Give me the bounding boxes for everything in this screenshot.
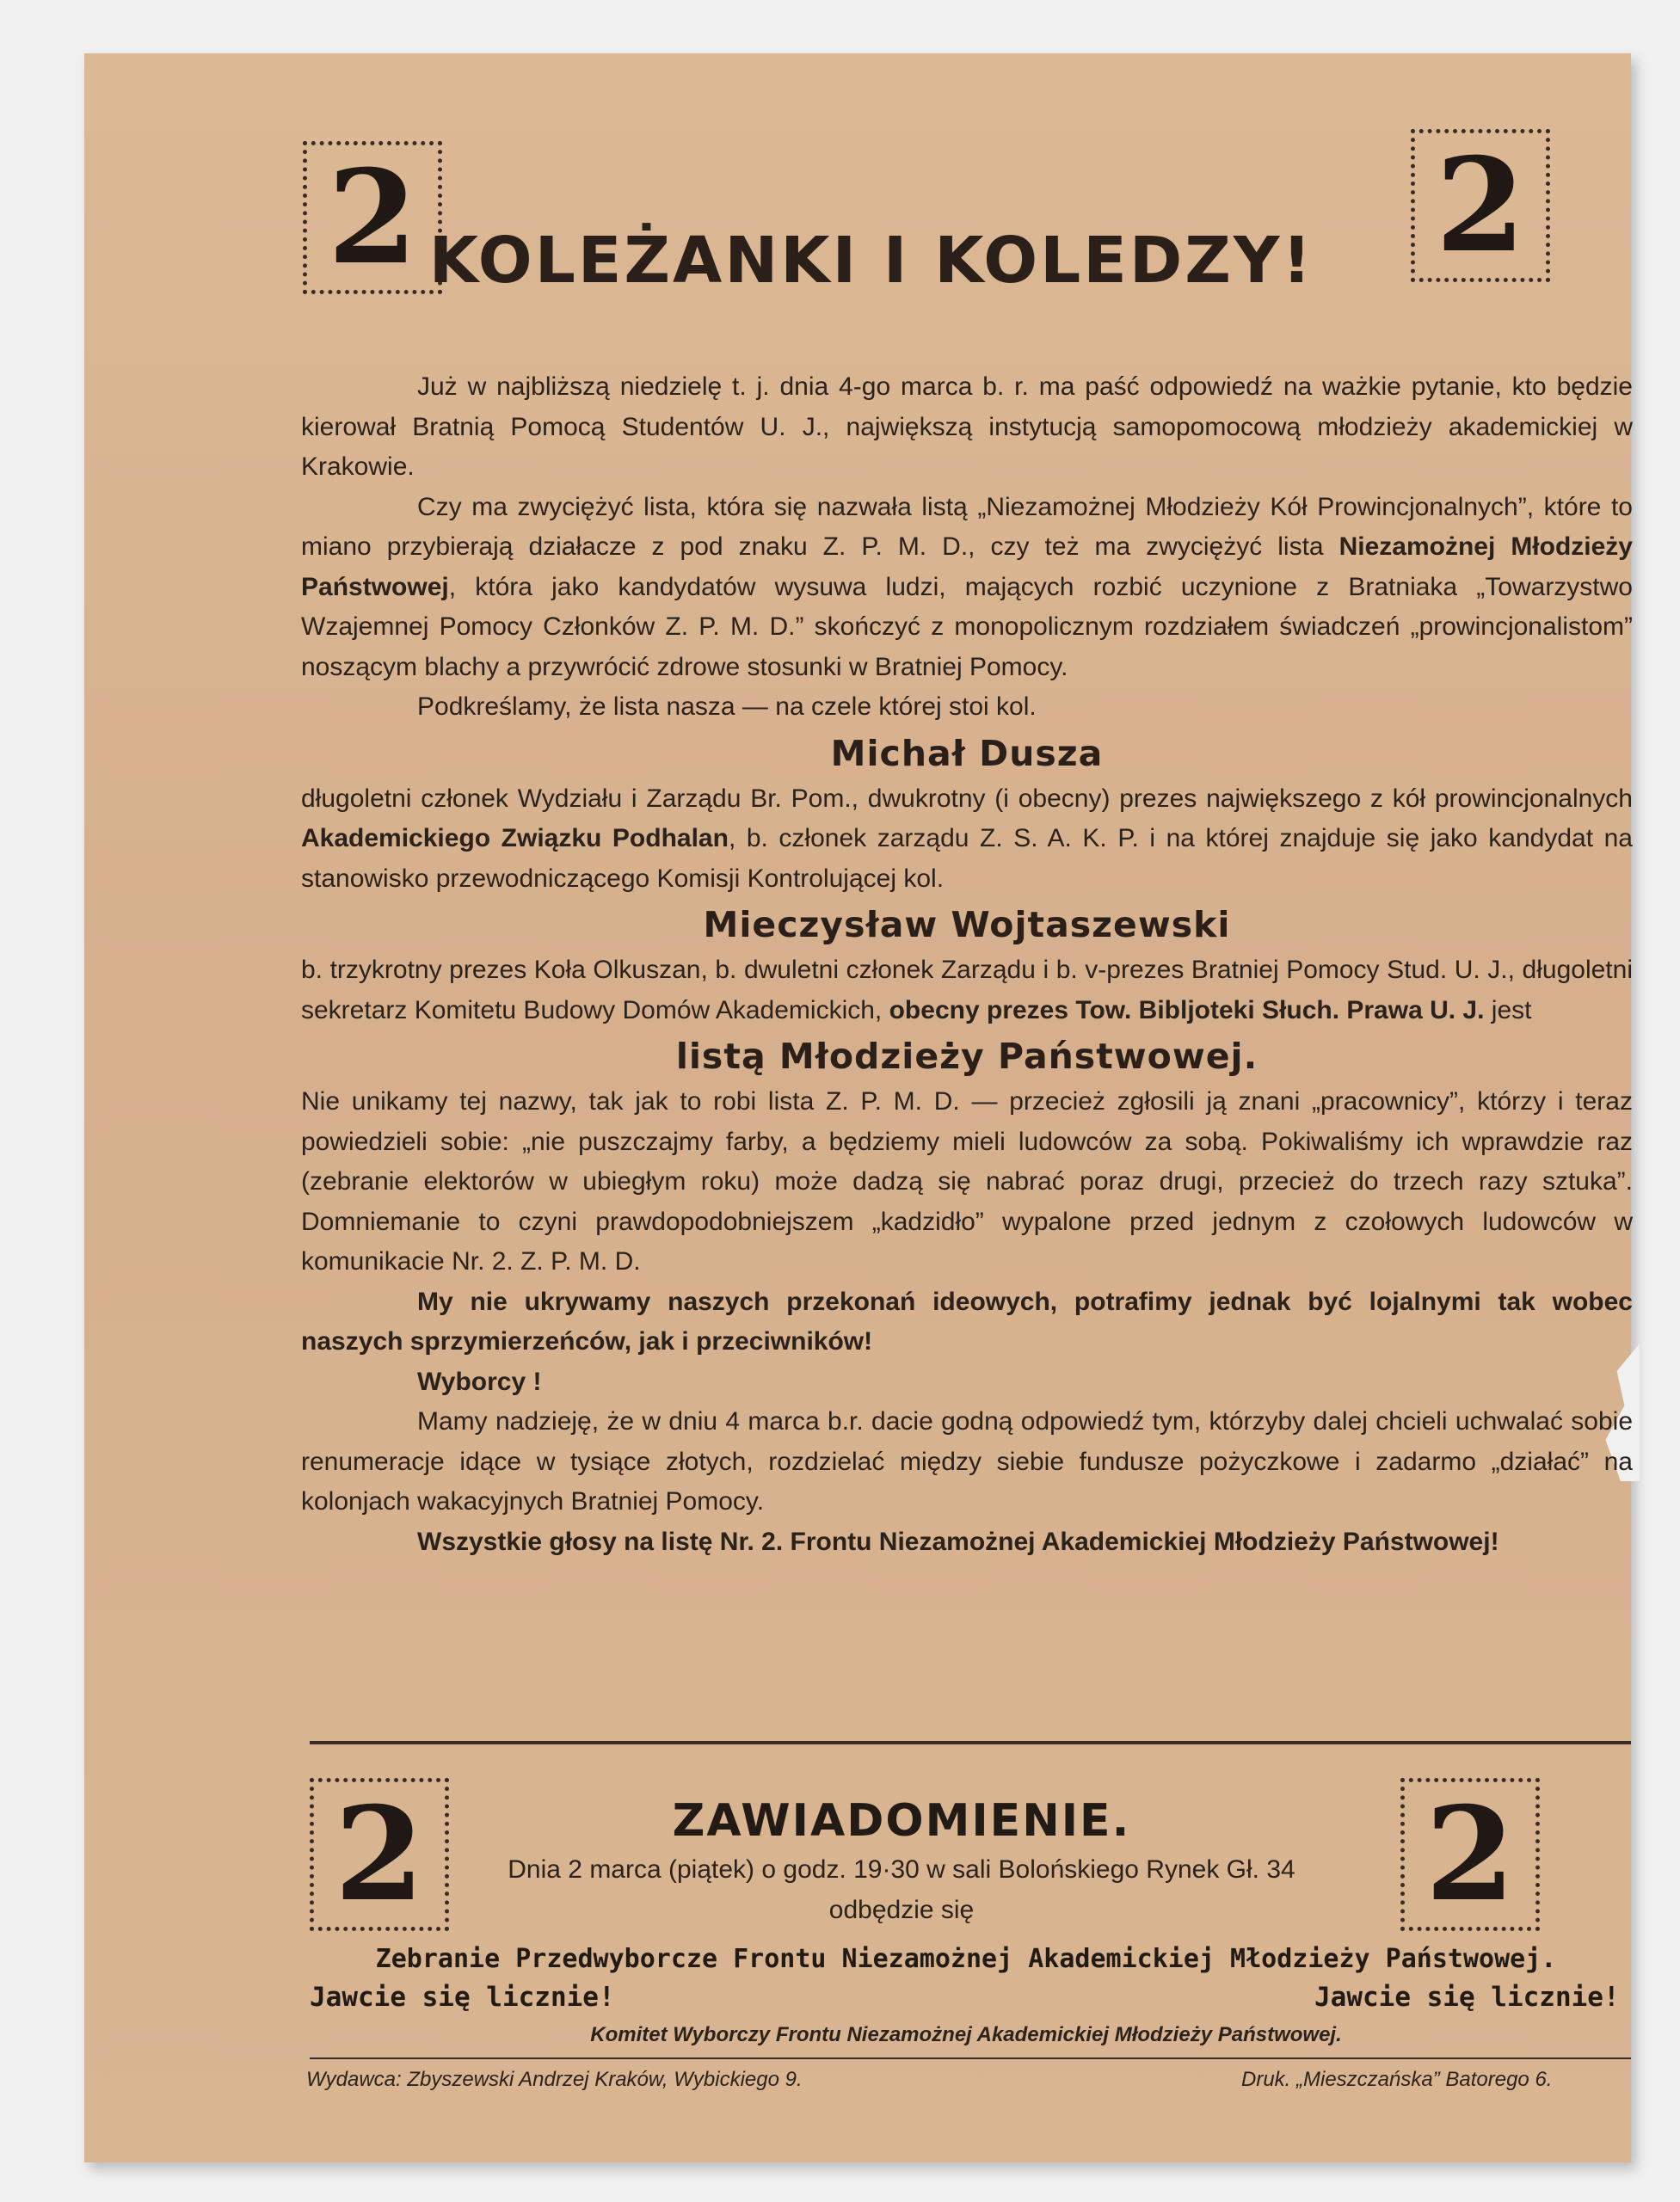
paragraph-6: Nie unikamy tej nazwy, tak jak to robi lista Z. P. M. D. — przecież zgłosili ją znani „pracownicy”, którzy i teraz powiedzieli sobie: „nie puszczajmy farby, a będziemy mieli ludowców za sobą. Pokiwaliśmy ich wprawdzie raz (zebranie elektorów w ubiegłym roku) może dadzą się nabrać poraz drugi, przecież do trzech razy sztuka”. Domniemanie to czyni prawdopodobniejszem „kadzidło” wypalone przed jednym z czołowych ludowców w komunikacie Nr. 2. Z. P. M. D. [301, 1087, 1633, 1276]
meeting-name: Zebranie Przedwyborcze Frontu Niezamożnej Akademickiej Młodzieży Państwowej. [375, 1944, 1557, 1974]
call-to-attend-right: Jawcie się licznie! [1314, 1982, 1620, 2013]
paragraph-2 [301, 488, 1633, 688]
paragraph-5-bold: obecny prezes Tow. Bibljoteki Słuch. Prawa U. J. [889, 995, 1485, 1024]
leaflet-page [84, 53, 1631, 2162]
paragraph-10: Wszystkie głosy na listę Nr. 2. Frontu Niezamożnej Akademickiej Młodzieży Państwowej! [417, 1527, 1499, 1556]
committee-signature: Komitet Wyborczy Frontu Niezamożnej Akademickiej Młodzieży Państwowej. [590, 2023, 1342, 2046]
call-to-attend-left: Jawcie się licznie! [310, 1982, 615, 2013]
paragraph-7: My nie ukrywamy naszych przekonań ideowych, potrafimy jednak być lojalnymi tak wobec naszych sprzymierzeńców, jak i przeciwników! [301, 1287, 1633, 1356]
list-number-box-bottom-left [310, 1778, 449, 1931]
list-number: 2 [334, 1779, 425, 1930]
notice-will-take-place: odbędzie się [828, 1896, 975, 1924]
list-number: 2 [1435, 130, 1526, 281]
list-name: listą Młodzieży Państwowej. [675, 1036, 1258, 1077]
paragraph-2-text-b: , która jako kandydatów wysuwa ludzi, mających rozbić uczynione z Bratniaka „Towarzystwo Wzajemnej Pomocy Członków Z. P. M. D.” skończyć z monopolicznym rozdziałem świadczeń „prowincjonalistom” noszącym blachy a przywrócić zdrowe stosunki w Bratniej Pomocy. [301, 572, 1633, 681]
list-number: 2 [327, 142, 418, 293]
paragraph-4-bold: Akademickiego Związku Podhalan [301, 824, 729, 852]
notice-date-place: Dnia 2 marca (piątek) o godz. 19·30 w sali Bolońskiego Rynek Gł. 34 [508, 1855, 1295, 1884]
paragraph-5-text-a: b. trzykrotny prezes Koła Olkuszan, b. dwuletni członek Zarządu i b. v-prezes Bratniej Pomocy Stud. U. J., długoletni sekretarz Komitetu Budowy Domów Akademickich, [301, 956, 1633, 1024]
paragraph-5 [301, 950, 1633, 1030]
paragraph-2-text-a: Czy ma zwyciężyć lista, która się nazwała listą „Niezamożnej Młodzieży Kół Prowincjonalnych”, które to miano przybierają działacze z pod znaku Z. P. M. D., czy też ma zwyciężyć lista [301, 492, 1633, 561]
paragraph-9: Mamy nadzieję, że w dniu 4 marca b.r. dacie godną odpowiedź tym, którzyby dalej chcieli uchwalać sobie renumeracje idące w tysiące złotych, rozdzielać między siebie fundusze pożyczkowe i zadarmo „działać” na kolonjach wakacyjnych Bratniej Pomocy. [301, 1407, 1633, 1516]
paragraph-5-text-b: jest [1484, 995, 1532, 1024]
list-number-box-bottom-right [1400, 1778, 1540, 1931]
list-number-box-top-right [1411, 129, 1550, 282]
candidate-name-1: Michał Dusza [830, 732, 1104, 774]
paragraph-4-text-a: długoletni członek Wydziału i Zarządu Br. Pom., dwukrotny (i obecny) prezes największego z kół prowincjonalnych [301, 784, 1633, 813]
paragraph-4-text-b: , b. członek zarządu Z. S. A. K. P. i na której znajduje się jako kandydat na stanowisko przewodniczącego Komisji Kontrolującej kol. [301, 824, 1633, 893]
leaflet-body [301, 367, 1633, 1562]
headline: KOLEŻANKI I KOLEDZY! [428, 224, 1314, 298]
candidate-name-2: Mieczysław Wojtaszewski [703, 904, 1231, 945]
publisher-line: Wydawca: Zbyszewski Andrzej Kraków, Wybickiego 9. [306, 2068, 803, 2091]
list-number: 2 [1425, 1779, 1516, 1930]
paragraph-3: Podkreślamy, że lista nasza — na czele której stoi kol. [417, 692, 1037, 721]
footer-divider [310, 2057, 1631, 2059]
printer-line: Druk. „Mieszczańska” Batorego 6. [1241, 2068, 1553, 2091]
paragraph-2-bold: Niezamożnej Młodzieży Państwowej [301, 532, 1633, 601]
paragraph-1: Już w najbliższą niedzielę t. j. dnia 4-go marca b. r. ma paść odpowiedź na ważkie pytanie, kto będzie kierował Bratnią Pomocą Studentów U. J., największą instytucją samopomocową młodzieży akademickiej w Krakowie. [301, 372, 1633, 481]
notice-title: ZAWIADOMIENIE. [672, 1795, 1131, 1847]
paragraph-8: Wyborcy ! [417, 1367, 542, 1396]
divider-line [310, 1741, 1631, 1744]
paragraph-4 [301, 779, 1633, 900]
